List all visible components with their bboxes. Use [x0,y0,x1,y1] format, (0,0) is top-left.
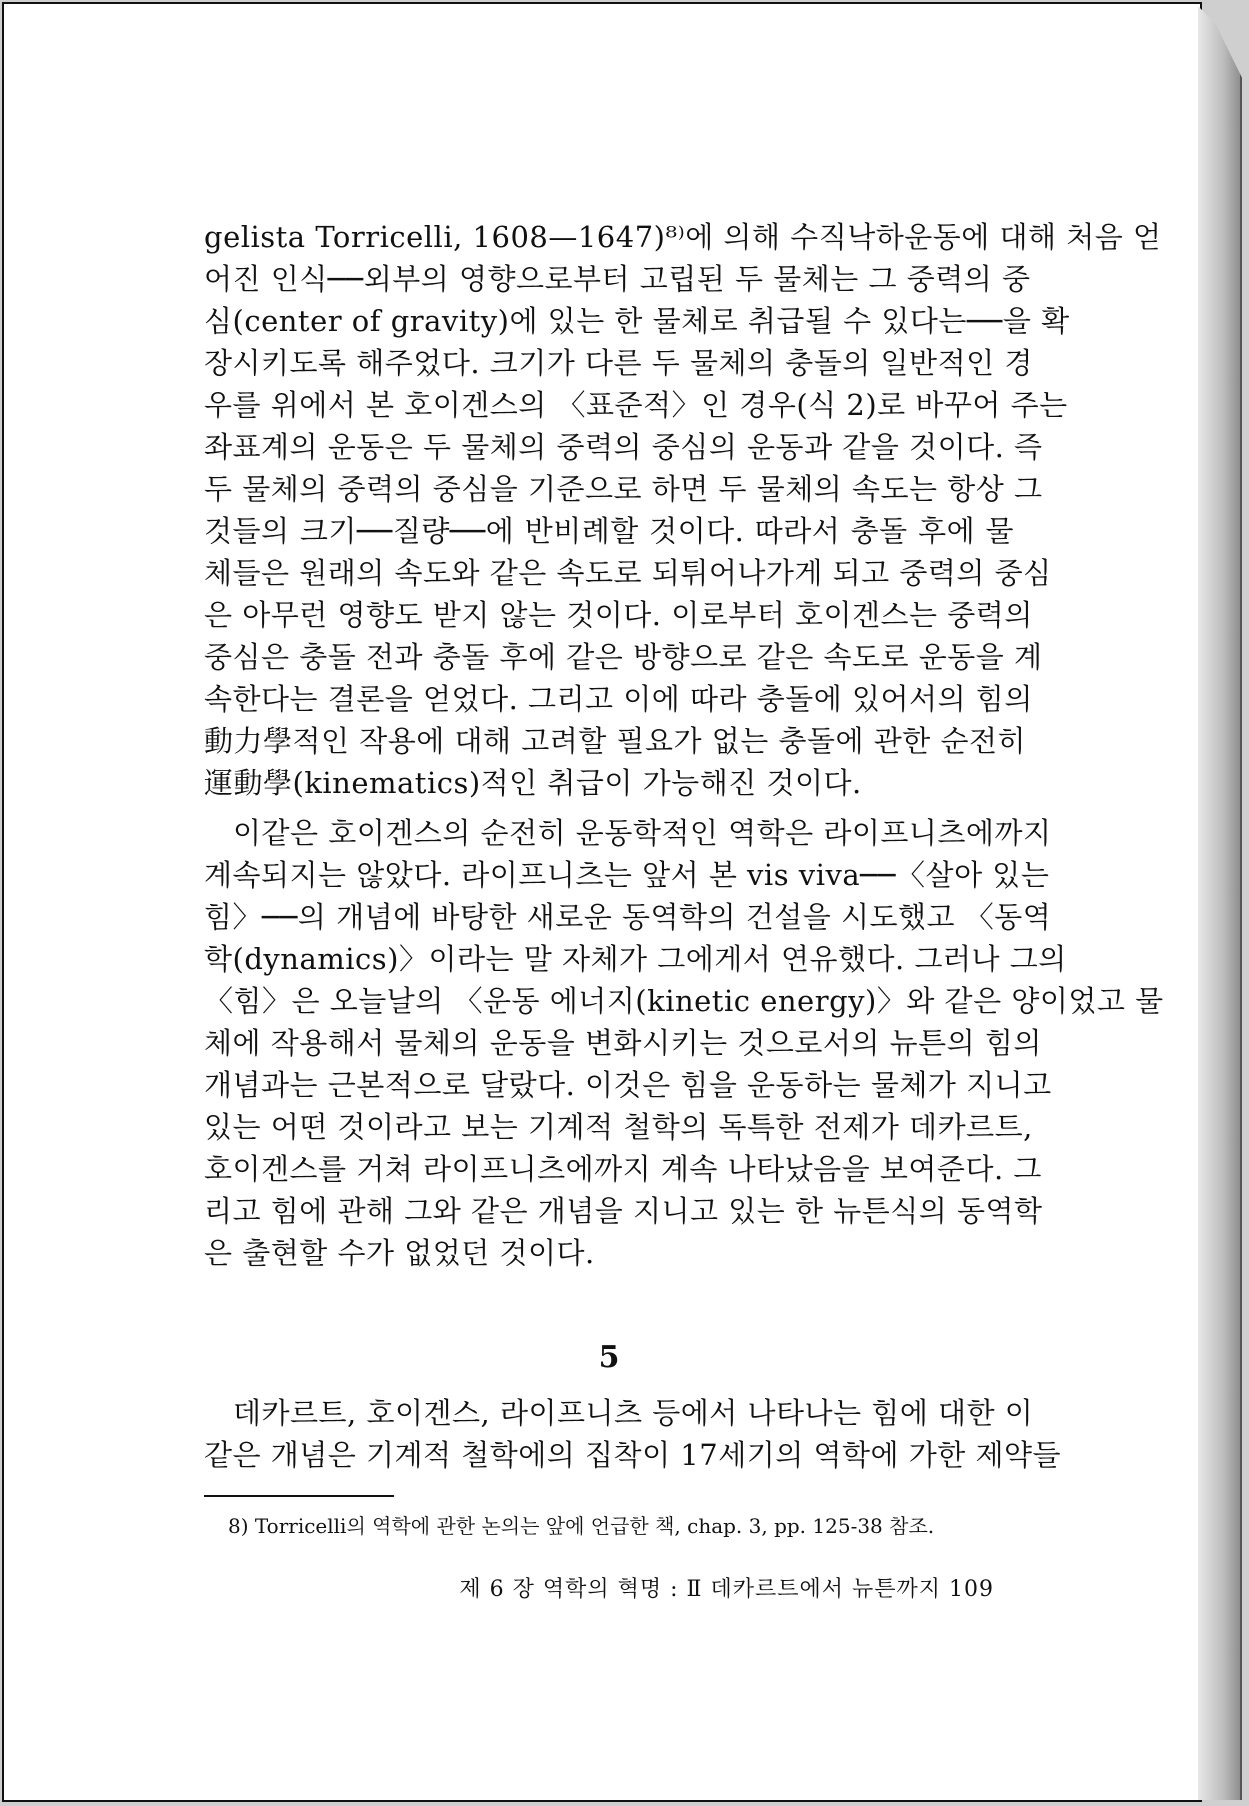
text-line: 있는 어떤 것이라고 보는 기계적 철학의 독특한 전제가 데카르트, [204,1110,1033,1144]
text-line: 데카르트, 호이겐스, 라이프니츠 등에서 나타나는 힘에 대한 이 [233,1396,1034,1430]
footnote: 8) Torricelli의 역학에 관한 논의는 앞에 언급한 책, chap. 3, pp. 125-38 참조. [228,1514,935,1538]
text-line: 힘〉──의 개념에 바탕한 새로운 동역학의 건설을 시도했고 〈동역 [204,900,1052,934]
text-line: 은 출현할 수가 없었던 것이다. [204,1236,595,1270]
text-line: 것들의 크기──질량──에 반비례할 것이다. 따라서 충돌 후에 물 [204,514,1014,548]
section-text [204,1392,1062,1476]
text-line: 좌표계의 운동은 두 물체의 중력의 중심의 운동과 같을 것이다. 즉 [204,430,1043,464]
text-line: 우를 위에서 본 호이겐스의 〈표준적〉인 경우(식 2)로 바꾸어 주는 [204,388,1068,422]
page-edge [1198,6,1242,1800]
text-line: 장시키도록 해주었다. 크기가 다른 두 물체의 충돌의 일반적인 경 [204,346,1033,380]
paragraph-2 [204,812,1164,1274]
section-number: 5 [598,1340,620,1375]
text-line: 호이겐스를 거쳐 라이프니츠에까지 계속 나타났음을 보여준다. 그 [204,1152,1042,1186]
text-line: 어진 인식──외부의 영향으로부터 고립된 두 물체는 그 중력의 중 [204,262,1031,296]
text-line: 같은 개념은 기계적 철학에의 집착이 17세기의 역학에 가한 제약들 [204,1438,1062,1472]
text-line: 은 아무런 영향도 받지 않는 것이다. 이로부터 호이겐스는 중력의 [204,598,1033,632]
paragraph-1 [204,216,1162,804]
text-line: 〈힘〉은 오늘날의 〈운동 에너지(kinetic energy)〉와 같은 양이었고 물 [204,984,1164,1018]
text-line: 두 물체의 중력의 중심을 기준으로 하면 두 물체의 속도는 항상 그 [204,472,1043,506]
text-line: gelista Torricelli, 1608—1647)⁸⁾에 의해 수직낙하운동에 대해 처음 얻 [204,220,1162,254]
footnote-divider [204,1495,394,1497]
text-line: 개념과는 근본적으로 달랐다. 이것은 힘을 운동하는 물체가 지니고 [204,1068,1052,1102]
body-text [204,216,1164,1274]
text-line: 중심은 충돌 전과 충돌 후에 같은 방향으로 같은 속도로 운동을 계 [204,640,1043,674]
running-footer: 제 6 장 역학의 혁명 : Ⅱ 데카르트에서 뉴튼까지 109 [459,1577,994,1602]
text-line: 리고 힘에 관해 그와 같은 개념을 지니고 있는 한 뉴튼식의 동역학 [204,1194,1043,1228]
text-line: 계속되지는 않았다. 라이프니츠는 앞서 본 vis viva──〈살아 있는 [204,858,1050,892]
text-line: 체들은 원래의 속도와 같은 속도로 되튀어나가게 되고 중력의 중심 [204,556,1052,590]
book-page [2,2,1202,1802]
text-line: 運動學(kinematics)적인 취급이 가능해진 것이다. [204,766,862,800]
text-line: 심(center of gravity)에 있는 한 물체로 취급될 수 있다는──을 확 [204,304,1070,338]
text-line: 체에 작용해서 물체의 운동을 변화시키는 것으로서의 뉴튼의 힘의 [204,1026,1042,1060]
text-line: 학(dynamics)〉이라는 말 자체가 그에게서 연유했다. 그러나 그의 [204,942,1067,976]
text-line: 이같은 호이겐스의 순전히 운동학적인 역학은 라이프니츠에까지 [233,816,1052,850]
text-line: 속한다는 결론을 얻었다. 그리고 이에 따라 충돌에 있어서의 힘의 [204,682,1033,716]
text-line: 動力學적인 작용에 대해 고려할 필요가 없는 충돌에 관한 순전히 [204,724,1027,758]
